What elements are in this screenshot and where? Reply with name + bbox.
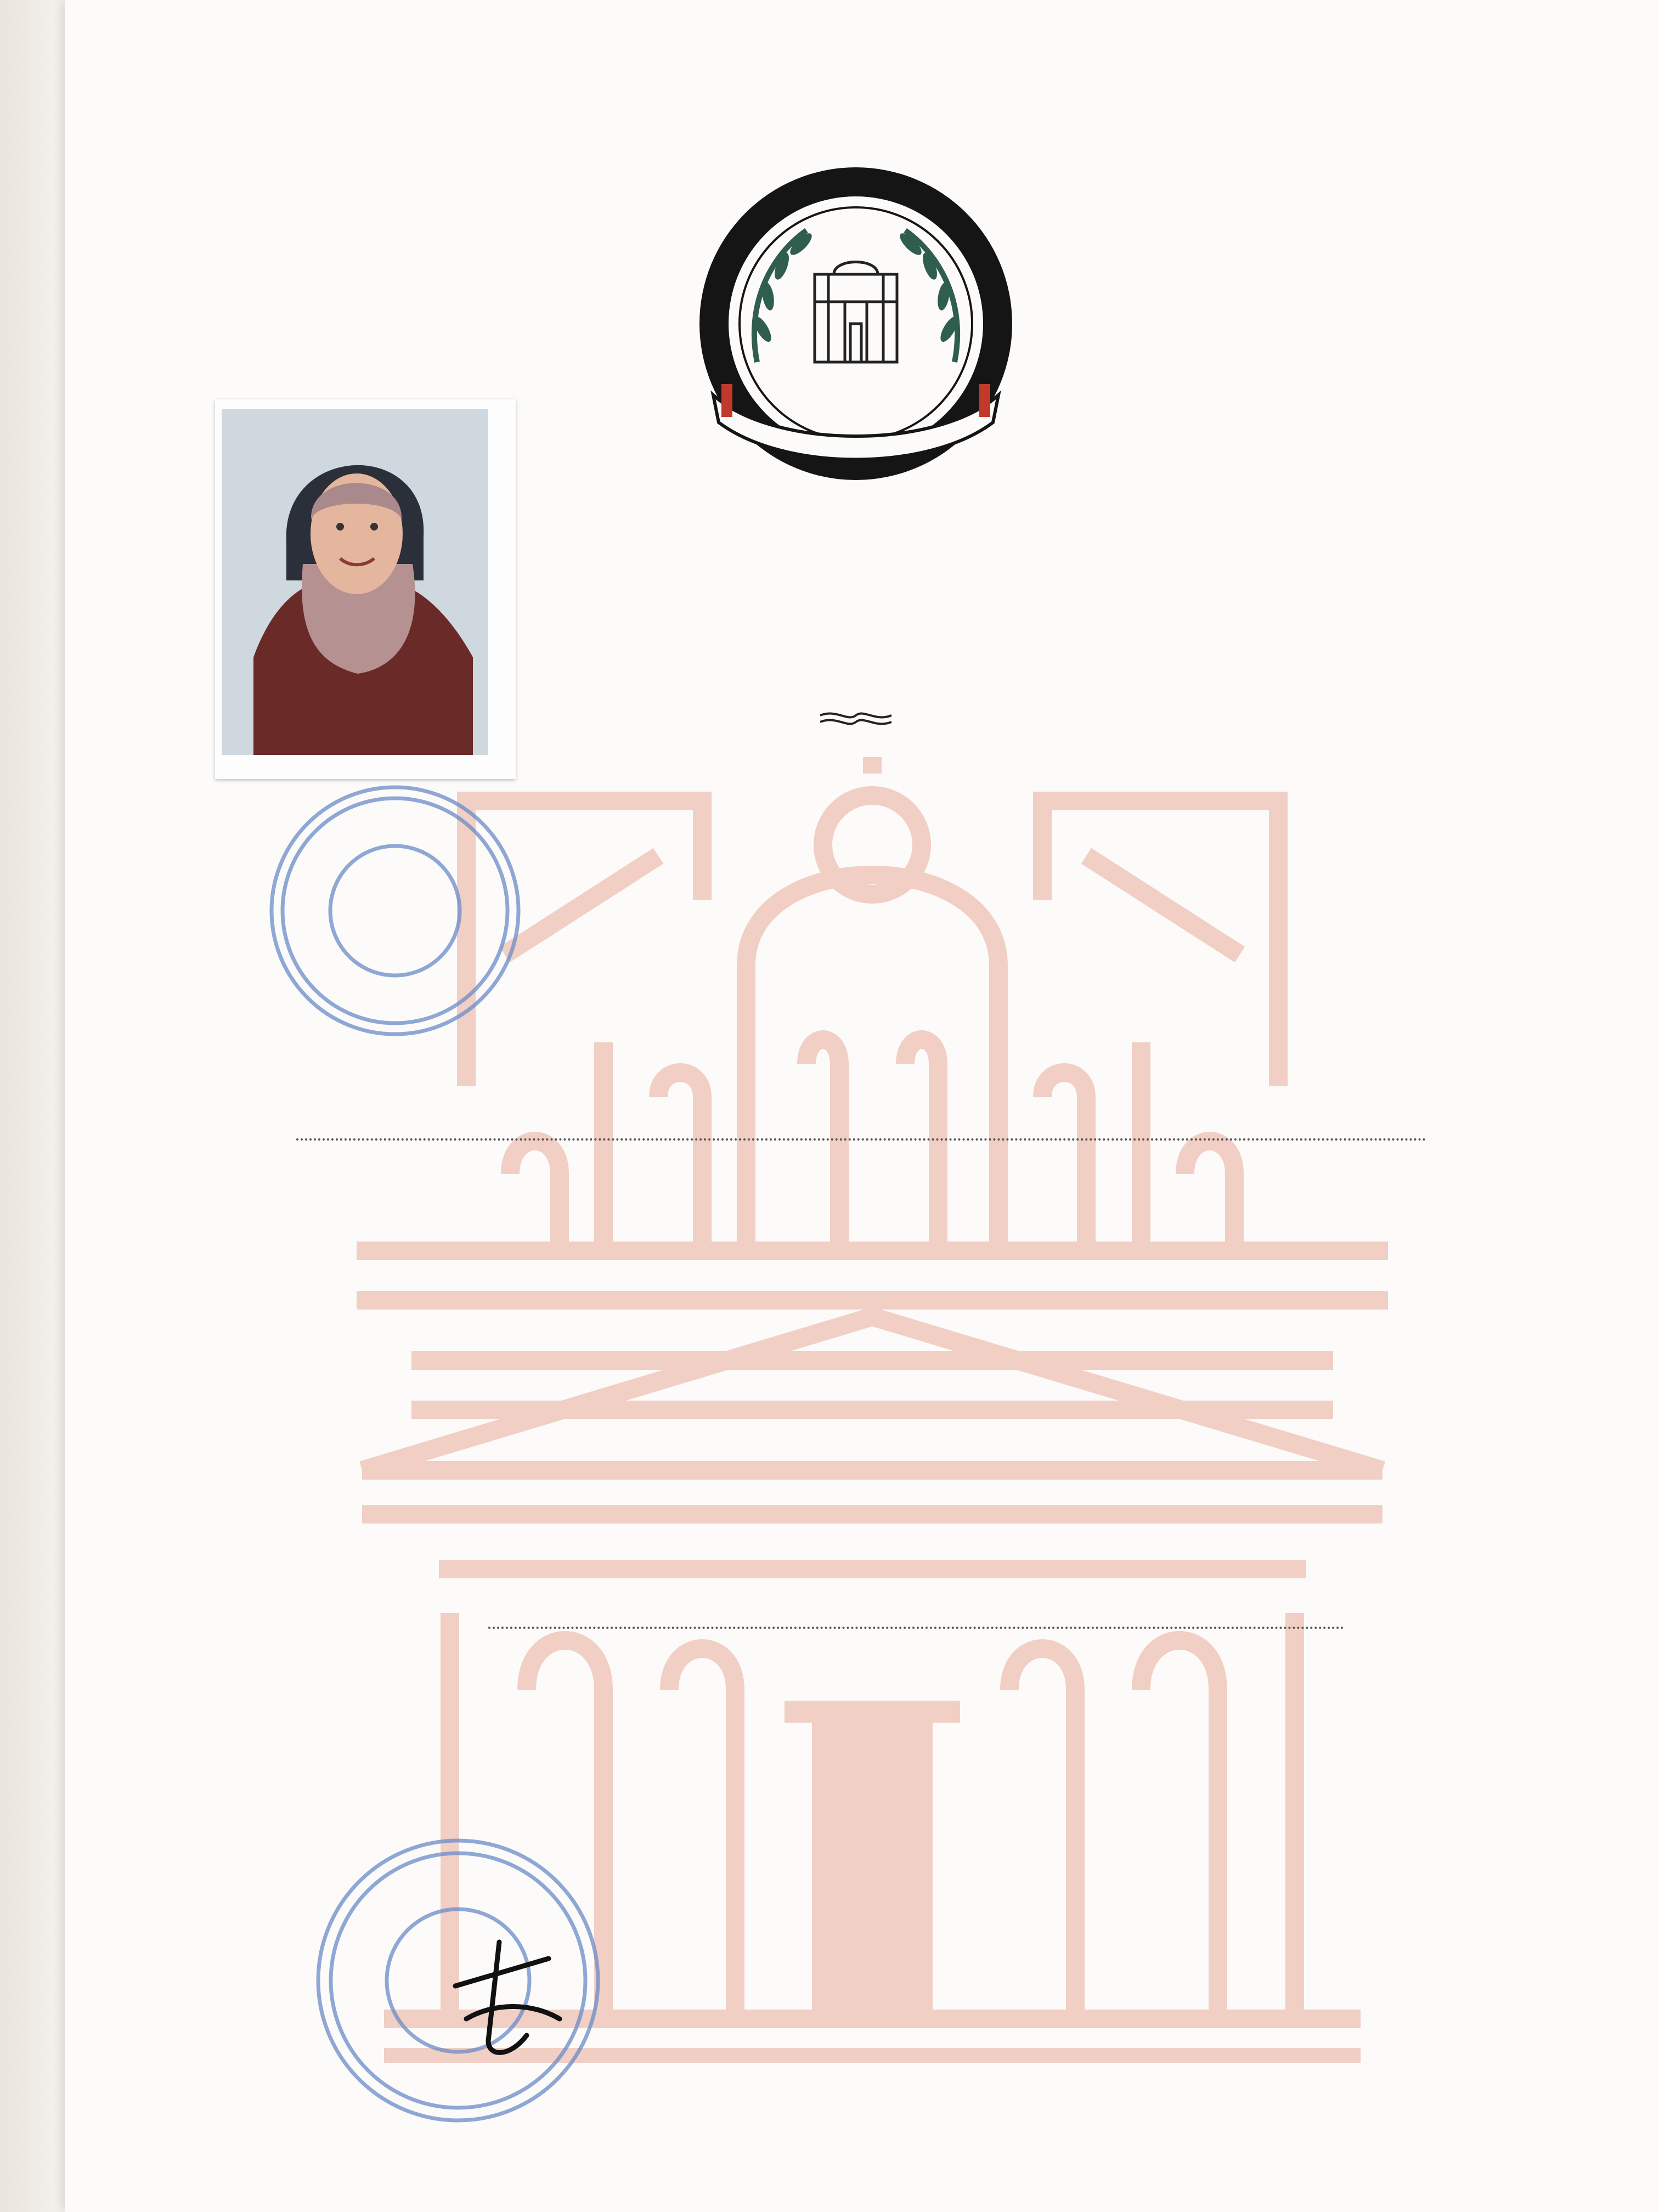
member-photo [215, 399, 516, 779]
member-name-line [296, 1138, 1426, 1141]
union-emblem-logo [664, 165, 1048, 494]
profession-line [488, 1627, 1344, 1629]
union-stamp-top [258, 774, 532, 1048]
president-signature [433, 1926, 576, 2068]
title-ornament [817, 708, 894, 730]
